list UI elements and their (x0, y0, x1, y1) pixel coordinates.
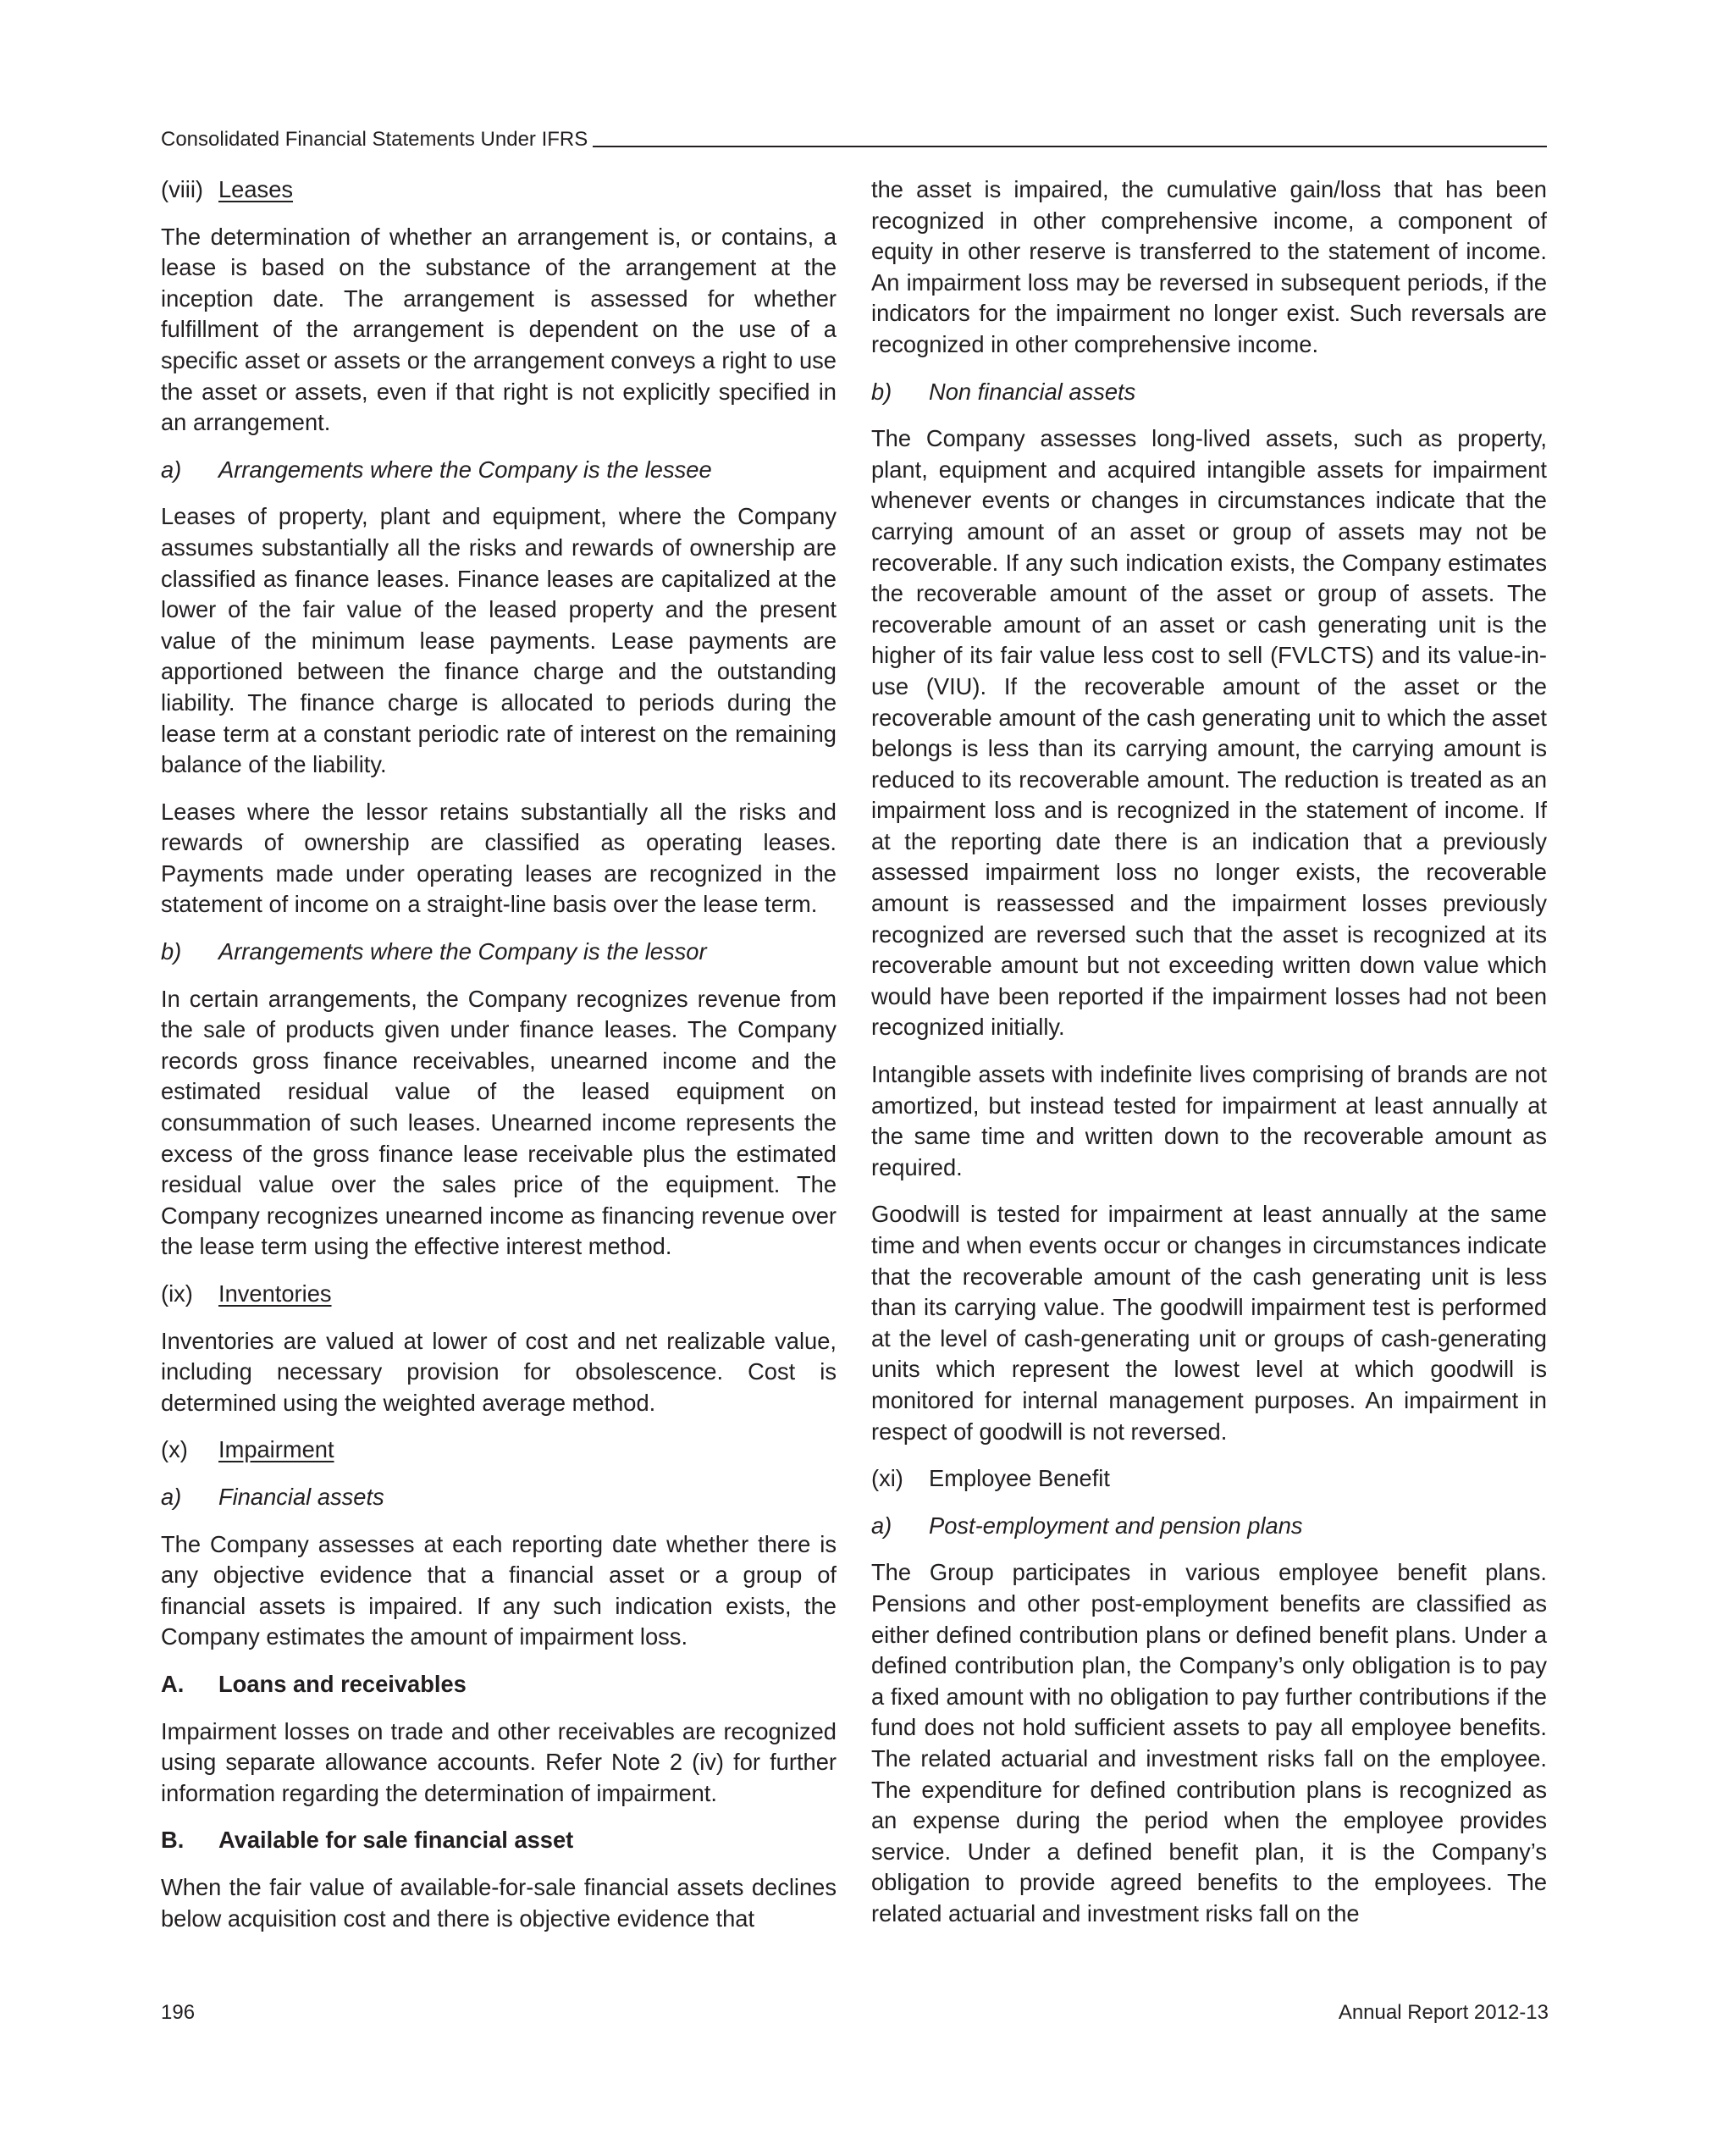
paragraph: The Company assesses long-lived assets, such as property, plant, equipment and acquired intangible assets for impairment whenever events or changes in circumstances indicate that the carrying amount of an asset or group of assets may not be recoverable. If any such indication exists, the Company estimates the recoverable amount of the asset or group of assets. The recoverable amount of an asset or cash generating unit is the higher of its fair value less cost to sell (FVLCTS) and its value-in-use (VIU). If the recoverable amount of the asset or the recoverable amount of the cash generating unit to which the asset belongs is less than its carrying amount, the carrying amount is reduced to its recoverable amount. The reduction is treated as an impairment loss and is recognized in the statement of income. If at the reporting date there is an indication that a previously assessed impairment loss no longer exists, the recoverable amount is reassessed and the impairment losses previously recognized are reversed such that the asset is recognized at its recoverable amount but not exceeding written down value which would have been reported if the impairment losses had not been recognized initially. (871, 425, 1547, 1041)
paragraph: The Group participates in various employee benefit plans. Pensions and other post-employment benefits are classified as either defined contribution plans or defined benefit plans. Under a defined contribution plan, the Company’s only obligation is to pay a fixed amount with no obligation to pay further contributions if the fund does not hold sufficient assets to pay all employee benefits. The related actuarial and investment risks fall on the employee. The expenditure for defined contribution plans is recognized as an expense during the period when the employee provides service. Under a defined benefit plan, it is the Company’s obligation to provide agreed benefits to the employees. The related actuarial and investment risks fall on the (871, 1559, 1547, 1927)
section-number: (ix) (161, 1280, 193, 1307)
section-heading-impairment (161, 1435, 837, 1466)
bold-heading-number: B. (161, 1827, 185, 1854)
paragraph: Impairment losses on trade and other receivables are recognized using separate allowance accounts. Refer Note 2 (iv) for further information regarding the determination of impairment. (161, 1717, 837, 1806)
bold-heading-loans (161, 1669, 837, 1700)
paragraph: Goodwill is tested for impairment at least annually at the same time and when events occur or changes in circumstances indicate that the recoverable amount of the cash generating unit is less than its carrying value. The goodwill impairment test is performed at the level of cash-generating unit or groups of cash-generating units which represent the lowest level at which goodwill is monitored for internal management purposes. An impairment in respect of goodwill is not reversed. (871, 1201, 1547, 1445)
section-heading-leases (161, 174, 837, 206)
paragraph: The Company assesses at each reporting date whether there is any objective evidence that a financial asset or a group of financial assets is impaired. If any such indication exists, the Company estimates the amount of impairment loss. (161, 1530, 837, 1650)
subsection-title: Post-employment and pension plans (929, 1512, 1303, 1539)
section-title: Inventories (218, 1280, 332, 1307)
section-number: (viii) (161, 176, 204, 202)
paragraph: Inventories are valued at lower of cost and net realizable value, including necessary provision for obsolescence. Cost is determined using the weighted average method. (161, 1327, 837, 1416)
subsection-number: b) (871, 378, 892, 405)
bold-heading-afs (161, 1825, 837, 1856)
left-column (161, 174, 837, 1950)
paragraph: the asset is impaired, the cumulative gain/loss that has been recognized in other comprehensive income, a component of equity in other reserve is transferred to the statement of income. An impairment loss may be reversed in subsequent periods, if the indicators for the impairment no longer exist. Such reversals are recognized in other comprehensive income. (871, 176, 1547, 357)
bold-heading-title: Loans and receivables (218, 1670, 467, 1697)
paragraph: Leases where the lessor retains substantially all the risks and rewards of ownership are classified as operating leases. Payments made under operating leases are recognized in the statement of income on a straight-line basis over the lease term. (161, 798, 837, 918)
paragraph: The determination of whether an arrangement is, or contains, a lease is based on the substance of the arrangement at the inception date. The arrangement is assessed for whether fulfillment of the arrangement is dependent on the use of a specific asset or assets or the arrangement conveys a right to use the asset or assets, even if that right is not explicitly specified in an arrangement. (161, 223, 837, 436)
subsection-heading-pension (871, 1511, 1547, 1542)
page-number: 196 (161, 2001, 196, 2024)
section-number: (x) (161, 1436, 188, 1463)
report-title: Annual Report 2012-13 (1338, 2001, 1549, 2024)
header-rule (593, 146, 1547, 147)
running-header (161, 121, 1547, 150)
subsection-title: Financial assets (218, 1483, 384, 1510)
paragraph: When the fair value of available-for-sale financial assets declines below acquisition cost and there is objective evidence that (161, 1873, 837, 1932)
paragraph: Leases of property, plant and equipment, where the Company assumes substantially all the risks and rewards of ownership are classified as finance leases. Finance leases are capitalized at the lower of the fair value of the leased property and the present value of the minimum lease payments. Lease payments are apportioned between the finance charge and the outstanding liability. The finance charge is allocated to periods during the lease term at a constant periodic rate of interest on the remaining balance of the liability. (161, 503, 837, 778)
subsection-heading-financial-assets (161, 1482, 837, 1513)
bold-heading-title: Available for sale financial asset (218, 1827, 574, 1854)
section-heading-inventories (161, 1279, 837, 1310)
bold-heading-number: A. (161, 1670, 185, 1697)
subsection-number: b) (161, 938, 182, 965)
subsection-number: a) (871, 1512, 892, 1539)
section-heading-employee-benefit (871, 1463, 1547, 1495)
section-title: Employee Benefit (929, 1465, 1110, 1492)
subsection-title: Arrangements where the Company is the lessor (218, 938, 707, 965)
right-column (871, 174, 1547, 1945)
section-number: (xi) (871, 1465, 903, 1492)
paragraph: Intangible assets with indefinite lives comprising of brands are not amortized, but instead tested for impairment at least annually at the same time and written down to the recoverable amount as required. (871, 1061, 1547, 1180)
section-title: Impairment (218, 1436, 334, 1463)
subsection-title: Arrangements where the Company is the lessee (218, 456, 712, 483)
subsection-number: a) (161, 456, 182, 483)
subsection-heading-non-financial (871, 377, 1547, 408)
subsection-title: Non financial assets (929, 378, 1136, 405)
page-header-title: Consolidated Financial Statements Under IFRS (161, 128, 588, 151)
subsection-heading-lessee (161, 455, 837, 486)
paragraph: In certain arrangements, the Company recognizes revenue from the sale of products given under finance leases. The Company records gross finance receivables, unearned income and the estimated residual value of the leased equipment on consummation of such leases. Unearned income represents the excess of the gross finance lease receivable plus the estimated residual value over the sales price of the equipment. The Company recognizes unearned income as financing revenue over the lease term using the effective interest method. (161, 985, 837, 1260)
subsection-heading-lessor (161, 937, 837, 968)
subsection-number: a) (161, 1483, 182, 1510)
section-title: Leases (218, 176, 294, 202)
